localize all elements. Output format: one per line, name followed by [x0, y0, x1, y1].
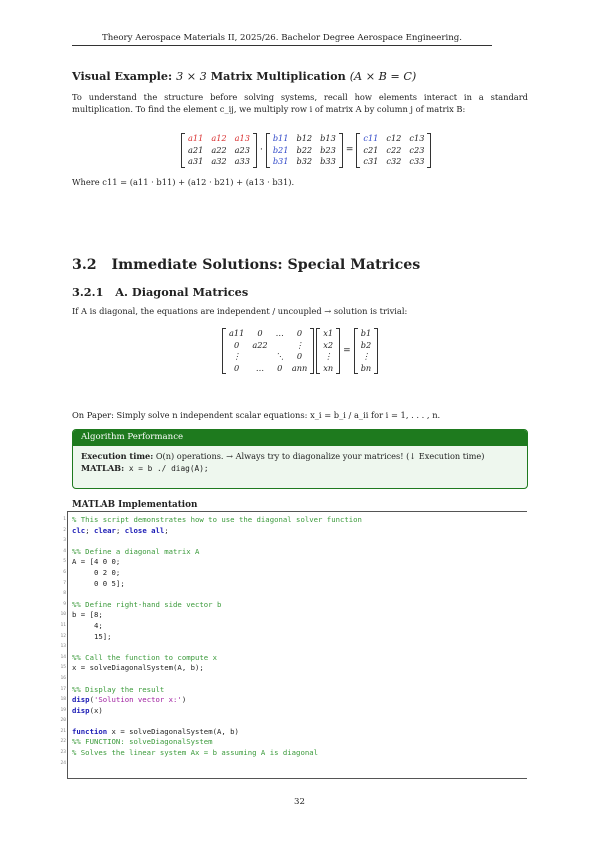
- code-line: [56, 547, 526, 558]
- line-number: 14: [60, 654, 66, 660]
- section-heading: [72, 257, 420, 273]
- matrix-row: [319, 340, 337, 352]
- matrix-entry: c23: [409, 144, 425, 155]
- code-line: [56, 536, 526, 547]
- code-token-plain: ;: [164, 525, 169, 535]
- code-line: [56, 579, 526, 590]
- code-token-comment: % This script demonstrates how to use the diagonal solver function: [72, 515, 362, 524]
- matrix-row: [357, 328, 376, 340]
- code-token-plain: 0 2 0;: [72, 567, 121, 577]
- dot-operator: ·: [259, 145, 263, 156]
- running-header: Theory Aerospace Materials II, 2025/26. Bachelor Degree Aerospace Engineering.: [102, 33, 462, 43]
- line-number: 13: [60, 644, 66, 650]
- matrix-row: [225, 363, 311, 375]
- matrix-entry: a23: [234, 144, 250, 155]
- line-number: 9: [63, 601, 66, 607]
- code-token-plain: ;: [85, 525, 94, 535]
- header-rule: [72, 45, 492, 46]
- line-number: 8: [63, 591, 66, 597]
- x-vector: [316, 328, 340, 374]
- matrix-entry: 0: [296, 328, 303, 338]
- code-token-plain: 0 0 5];: [72, 578, 125, 588]
- subsection-heading: [72, 285, 248, 299]
- matrix-entry: b23: [320, 144, 336, 155]
- matrix-entry: 0: [234, 339, 240, 350]
- matrix-row: [269, 145, 340, 157]
- matrix-entry: b11: [272, 133, 289, 143]
- diagonal-system-equation: [222, 328, 378, 374]
- matrix-a: [181, 133, 257, 168]
- matrix-row: [359, 145, 428, 157]
- matrix-row: [357, 351, 376, 363]
- line-number: 2: [63, 527, 66, 533]
- line-number: 16: [60, 675, 66, 681]
- equals-operator-2: =: [343, 346, 351, 356]
- visual-example-intro: To understand the structure before solving systems, recall how elements interact in a standard multiplication. To find the element c_ij, we multiply row i of matrix A by column j of matrix B:: [72, 92, 528, 114]
- matrix-entry: ⋮: [232, 351, 241, 361]
- line-number: 1: [63, 517, 66, 522]
- line-number: 4: [63, 548, 66, 554]
- code-line: [56, 642, 526, 653]
- matrix-entry: [248, 351, 271, 363]
- visual-example-title-formula: (A × B = C): [349, 70, 417, 83]
- matrix-entry: ⋮: [324, 351, 333, 361]
- code-token-plain: x = solveDiagonalSystem(A, b);: [72, 663, 204, 673]
- matrix-entry: bn: [360, 362, 372, 373]
- line-number: 17: [60, 686, 66, 692]
- matrix-entry: b2: [360, 339, 372, 350]
- matrix-entry: a33: [234, 156, 250, 166]
- code-token-plain: (x): [89, 705, 103, 715]
- line-number: 21: [60, 728, 66, 734]
- code-token-string: 'Solution vector x:': [93, 695, 182, 705]
- execution-time-label: Execution time:: [81, 451, 154, 461]
- matrix-entry: a13: [234, 133, 250, 143]
- code-token-comment: %% FUNCTION: solveDiagonalSystem: [72, 737, 213, 747]
- code-line: [56, 674, 526, 685]
- code-line: [56, 706, 526, 717]
- code-line: [56, 568, 526, 579]
- matrix-entry: c33: [409, 156, 425, 166]
- matrix-row: [184, 145, 254, 157]
- code-line: [56, 685, 526, 696]
- code-line: [56, 589, 526, 600]
- matrix-row: [225, 351, 311, 363]
- matrix-entry: …: [255, 362, 265, 373]
- code-line: [56, 727, 526, 738]
- line-number: 22: [60, 739, 66, 745]
- matrix-row: [357, 363, 376, 375]
- matrix-entry: x1: [323, 328, 334, 338]
- matrix-product-equation: [181, 133, 431, 168]
- code-token-plain: x = solveDiagonalSystem(A, b): [107, 726, 239, 736]
- code-line: [56, 716, 526, 727]
- matlab-label: MATLAB:: [81, 462, 125, 473]
- page-number: 32: [294, 797, 305, 807]
- algorithm-performance-box: [72, 429, 528, 489]
- matrix-row: [357, 340, 376, 352]
- matrix-entry: a21: [188, 144, 204, 155]
- matrix-entry: c21: [363, 144, 379, 155]
- diagonal-matrix: [222, 328, 314, 374]
- matrix-row: [359, 133, 428, 145]
- code-token-comment: % Solves the linear system Ax = b assuming A is diagonal: [72, 748, 319, 758]
- matrix-entry: c22: [386, 144, 402, 155]
- line-number: 6: [63, 569, 66, 575]
- matrix-entry: c31: [363, 156, 379, 166]
- matrix-entry: c32: [386, 156, 402, 166]
- matrix-entry: c12: [386, 133, 402, 143]
- where-formula: Where c11 = (a11 · b11) + (a12 · b21) + (a13 · b31).: [72, 177, 295, 187]
- matlab-code: x = b ./ diag(A);: [124, 463, 209, 473]
- matrix-entry: a11: [188, 133, 204, 143]
- code-line: [56, 621, 526, 632]
- matrix-c: [356, 133, 431, 168]
- code-line: [56, 759, 526, 770]
- matrix-entry: [272, 340, 288, 352]
- code-token-plain: A = [4 0 0;: [72, 557, 121, 567]
- matrix-row: [225, 340, 311, 352]
- matrix-entry: ⋮: [295, 339, 304, 350]
- line-number: 10: [60, 612, 66, 618]
- line-number: 20: [60, 718, 66, 724]
- matrix-entry: 0: [296, 351, 303, 361]
- matrix-entry: c11: [363, 133, 379, 143]
- matrix-row: [319, 351, 337, 363]
- code-token-plain: (: [89, 695, 94, 705]
- code-line: [56, 557, 526, 568]
- matrix-row: [269, 133, 340, 145]
- matrix-entry: a31: [188, 156, 204, 166]
- matrix-entry: 0: [277, 362, 283, 373]
- code-token-keyword: clear: [93, 525, 116, 535]
- algorithm-box-body: [73, 446, 527, 474]
- code-line: [56, 526, 526, 537]
- matrix-row: [269, 156, 340, 168]
- equals-operator: =: [345, 145, 354, 156]
- matrix-entry: …: [275, 328, 284, 338]
- matrix-entry: b21: [272, 144, 289, 155]
- code-line: [56, 515, 526, 526]
- matrix-entry: x2: [323, 339, 334, 350]
- code-token-keyword: function: [72, 726, 108, 736]
- matrix-entry: ⋱: [275, 351, 284, 361]
- code-block-bottom-rule: [67, 778, 527, 779]
- line-number: 3: [63, 538, 66, 544]
- code-block-top-rule: [67, 511, 527, 512]
- matrix-entry: b33: [320, 156, 336, 166]
- code-line: [56, 748, 526, 759]
- matrix-entry: b1: [360, 328, 372, 338]
- matlab-line: [81, 463, 519, 475]
- code-listing: [56, 515, 526, 769]
- code-line: [56, 632, 526, 643]
- code-token-comment: %% Define right-hand side vector b: [72, 599, 222, 609]
- line-number: 7: [63, 580, 66, 586]
- code-token-plain: b = [8;: [72, 610, 103, 620]
- matrix-entry: a32: [211, 156, 227, 166]
- algorithm-box-title: Algorithm Performance: [73, 430, 527, 446]
- matrix-entry: 0: [234, 362, 240, 373]
- matrix-row: [184, 133, 254, 145]
- matrix-entry: b31: [272, 156, 289, 166]
- visual-example-title-dim: 3 × 3: [176, 70, 207, 83]
- subsection-number: 3.2.1: [72, 285, 104, 299]
- line-number: 18: [60, 697, 66, 703]
- matrix-entry: a12: [211, 133, 227, 143]
- matrix-row: [319, 328, 337, 340]
- matrix-row: [225, 328, 311, 340]
- code-token-keyword: close all: [124, 525, 165, 535]
- matrix-row: [359, 156, 428, 168]
- code-line: [56, 737, 526, 748]
- code-line: [56, 600, 526, 611]
- visual-example-title-prefix: Visual Example:: [72, 69, 177, 83]
- matrix-entry: a22: [252, 339, 268, 350]
- code-token-keyword: clc: [72, 525, 86, 535]
- matrix-entry: b22: [296, 144, 313, 155]
- code-token-comment: %% Define a diagonal matrix A: [72, 546, 200, 556]
- line-number: 12: [60, 633, 66, 639]
- matrix-entry: c13: [409, 133, 425, 143]
- code-token-comment: %% Call the function to compute x: [72, 652, 217, 662]
- line-number: 5: [63, 559, 66, 565]
- matrix-entry: a22: [211, 144, 227, 155]
- matrix-entry: xn: [323, 362, 334, 373]
- matrix-entry: ann: [291, 362, 308, 373]
- on-paper-note: On Paper: Simply solve n independent scalar equations: x_i = b_i / a_ii for i = 1, . . . , n.: [72, 410, 441, 420]
- matrix-b: [266, 133, 343, 168]
- line-number: 11: [60, 622, 66, 628]
- matrix-entry: 0: [257, 328, 263, 338]
- b-vector: [354, 328, 379, 374]
- code-line: [56, 663, 526, 674]
- code-block-title: MATLAB Implementation: [72, 500, 198, 510]
- subsection-title: A. Diagonal Matrices: [115, 285, 249, 299]
- code-line: [56, 653, 526, 664]
- section-title: Immediate Solutions: Special Matrices: [111, 257, 421, 273]
- code-token-plain: 15];: [72, 631, 112, 641]
- matrix-row: [184, 156, 254, 168]
- matrix-row: [319, 363, 337, 375]
- code-token-plain: 4;: [72, 620, 103, 630]
- visual-example-title: [72, 69, 416, 83]
- matrix-entry: ⋮: [361, 351, 371, 361]
- matrix-entry: a11: [229, 328, 245, 338]
- execution-time-text: O(n) operations. → Always try to diagonalize your matrices! (↓ Execution time): [153, 451, 485, 461]
- matrix-entry: b12: [296, 133, 313, 143]
- code-line: [56, 610, 526, 621]
- line-number: 15: [60, 665, 66, 671]
- matrix-entry: b32: [296, 156, 313, 166]
- line-number: 23: [60, 750, 66, 756]
- code-token-plain: ;: [115, 525, 125, 535]
- code-token-comment: %% Display the result: [72, 684, 165, 694]
- section-number: 3.2: [72, 257, 97, 273]
- line-number: 19: [60, 707, 66, 713]
- diagonal-intro: If A is diagonal, the equations are independent / uncoupled → solution is trivial:: [72, 306, 408, 316]
- code-line: [56, 695, 526, 706]
- code-token-keyword: disp: [72, 695, 90, 705]
- execution-time-line: [81, 451, 519, 463]
- matrix-entry: b13: [320, 133, 336, 143]
- visual-example-title-mid: Matrix Multiplication: [206, 69, 350, 83]
- line-number: 24: [60, 760, 66, 766]
- code-token-plain: ): [181, 695, 187, 705]
- code-token-keyword: disp: [72, 705, 90, 715]
